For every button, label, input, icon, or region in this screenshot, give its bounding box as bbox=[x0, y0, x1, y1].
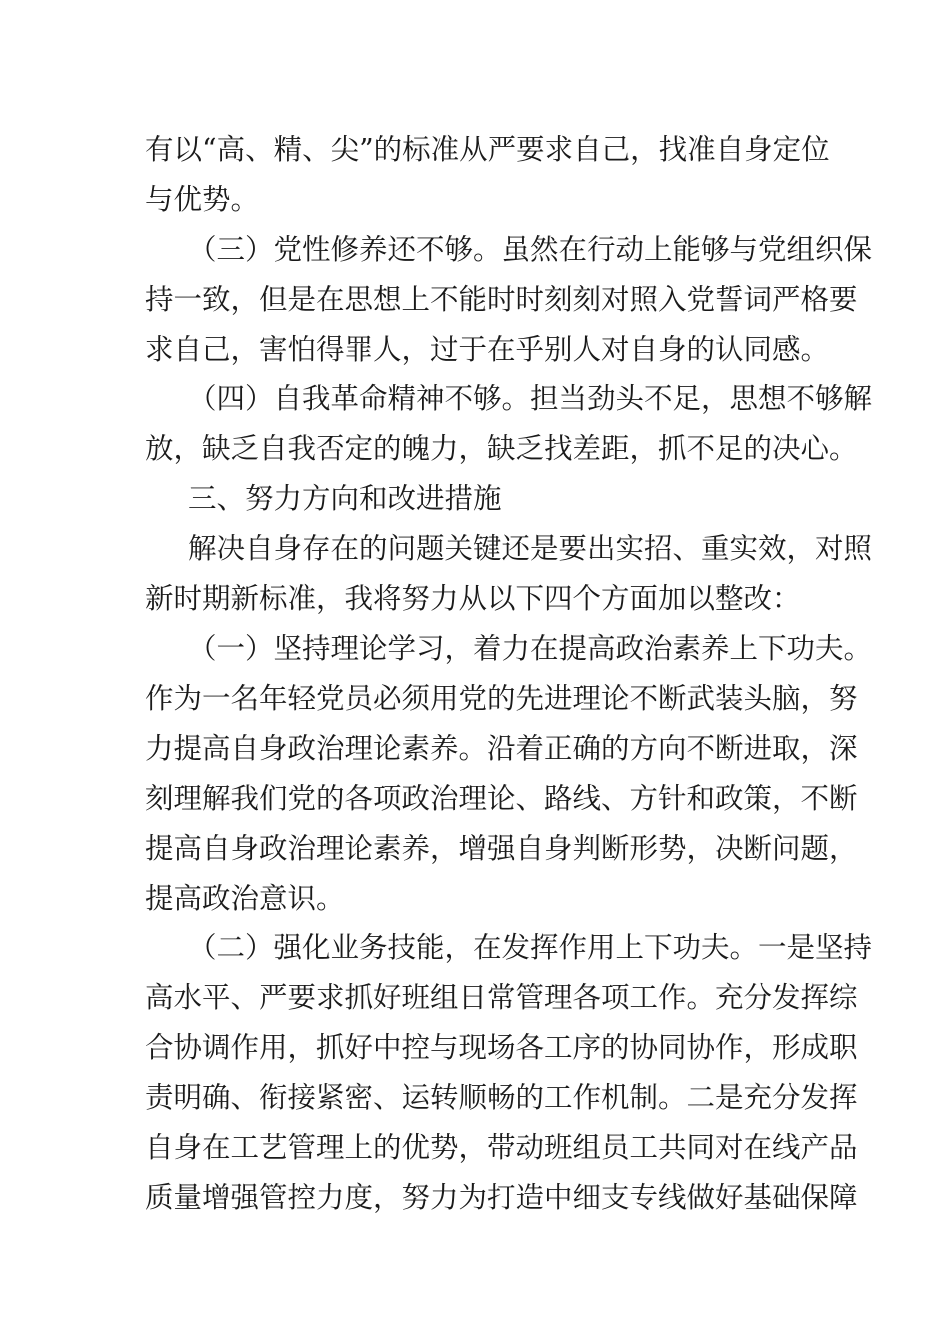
text-line: 力提高自身政治理论素养。沿着正确的方向不断进取，深 bbox=[145, 732, 858, 765]
text-line: 自身在工艺管理上的优势，带动班组员工共同对在线产品 bbox=[145, 1131, 858, 1164]
text-line: 提高政治意识。 bbox=[145, 882, 345, 915]
paragraph-heading-1: （一）坚持理论学习，着力在提高政治素养上下功夫。 bbox=[188, 632, 873, 665]
text-line: 有以“高、精、尖”的标准从严要求自己，找准自身定位 bbox=[145, 133, 830, 166]
text-line: 提高自身政治理论素养，增强自身判断形势，决断问题， bbox=[145, 832, 858, 865]
text-line: 责明确、衔接紧密、运转顺畅的工作机制。二是充分发挥 bbox=[145, 1081, 858, 1114]
text-line: 放，缺乏自我否定的魄力，缺乏找差距，抓不足的决心。 bbox=[145, 432, 858, 465]
text-line: 合协调作用，抓好中控与现场各工序的协同协作，形成职 bbox=[145, 1031, 858, 1064]
paragraph-heading-3: （三）党性修养还不够。虽然在行动上能够与党组织保 bbox=[188, 233, 873, 266]
text-line: 质量增强管控力度，努力为打造中细支专线做好基础保障 bbox=[145, 1181, 858, 1214]
text-line: 与优势。 bbox=[145, 183, 260, 216]
text-line: 求自己，害怕得罪人，过于在乎别人对自身的认同感。 bbox=[145, 333, 830, 366]
text-line: 高水平、严要求抓好班组日常管理各项工作。充分发挥综 bbox=[145, 981, 858, 1014]
paragraph-heading-2: （二）强化业务技能，在发挥作用上下功夫。一是坚持 bbox=[188, 931, 873, 964]
text-line: 作为一名年轻党员必须用党的先进理论不断武装头脑，努 bbox=[145, 682, 858, 715]
text-line: 解决自身存在的问题关键还是要出实招、重实效，对照 bbox=[188, 532, 873, 565]
paragraph-heading-4: （四）自我革命精神不够。担当劲头不足，思想不够解 bbox=[188, 382, 873, 415]
text-line: 持一致，但是在思想上不能时时刻刻对照入党誓词严格要 bbox=[145, 283, 858, 316]
section-heading: 三、努力方向和改进措施 bbox=[188, 482, 502, 515]
text-line: 刻理解我们党的各项政治理论、路线、方针和政策，不断 bbox=[145, 782, 858, 815]
text-line: 新时期新标准，我将努力从以下四个方面加以整改： bbox=[145, 582, 801, 615]
